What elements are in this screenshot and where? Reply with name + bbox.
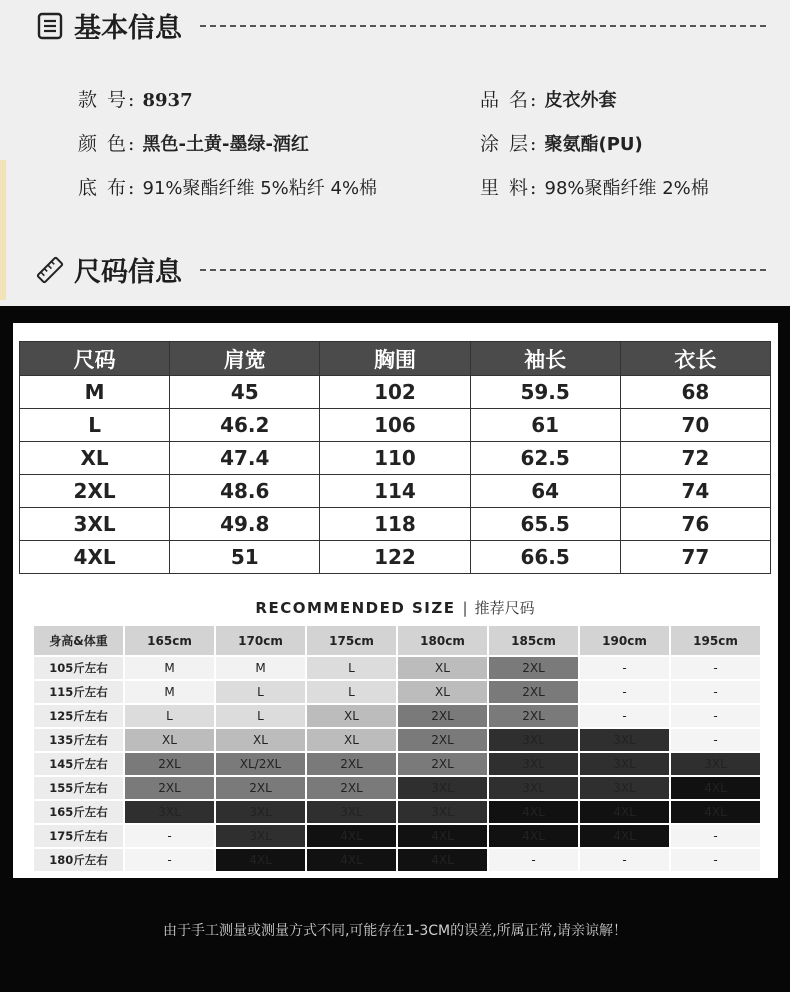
title-separator: | — [462, 599, 468, 617]
recommended-size-cell: XL — [307, 729, 396, 751]
recommended-size-cell: 4XL — [671, 801, 760, 823]
recommended-size-cell: 4XL — [671, 777, 760, 799]
header-divider — [200, 269, 766, 271]
measurement-cell: 48.6 — [170, 475, 320, 508]
height-cell: 175cm — [307, 626, 396, 655]
measurement-cell: 62.5 — [470, 442, 620, 475]
table-row — [20, 409, 771, 442]
recommended-size-cell: M — [216, 657, 305, 679]
recommended-size-cell: 3XL — [307, 801, 396, 823]
header-cell: 衣长 — [620, 342, 770, 376]
recommended-size-cell: 3XL — [398, 777, 487, 799]
info-label: 款 号: — [78, 88, 137, 111]
recommended-size-cell: 3XL — [580, 777, 669, 799]
measurement-cell: 106 — [320, 409, 470, 442]
info-value: 黑色-土黄-墨绿-酒红 — [142, 133, 309, 155]
measurement-cell: 45 — [170, 376, 320, 409]
recommended-size-cell: M — [125, 657, 214, 679]
recommended-size-cell: - — [580, 705, 669, 727]
recommended-size-cell: - — [489, 849, 578, 871]
recommended-size-cell: XL — [398, 657, 487, 679]
recommended-size-cell: - — [671, 657, 760, 679]
size-label-cell: 2XL — [20, 475, 170, 508]
recommended-size-cell: XL — [398, 681, 487, 703]
weight-cell: 175斤左右 — [34, 825, 123, 847]
size-label-cell: 3XL — [20, 508, 170, 541]
measurement-cell: 65.5 — [470, 508, 620, 541]
recommended-size-cell: - — [580, 849, 669, 871]
recommended-size-cell: 2XL — [489, 681, 578, 703]
recommended-size-cell: 3XL — [489, 777, 578, 799]
recommended-size-cell: 4XL — [489, 825, 578, 847]
info-label: 底 布: — [78, 176, 137, 199]
recommended-title-en: RECOMMENDED SIZE — [255, 599, 456, 617]
height-cell: 190cm — [580, 626, 669, 655]
recommended-size-cell: 3XL — [125, 801, 214, 823]
size-table-header — [20, 342, 771, 376]
info-value: 聚氨酯(PU) — [544, 133, 643, 155]
measurement-cell: 49.8 — [170, 508, 320, 541]
height-cell: 170cm — [216, 626, 305, 655]
measurement-cell: 64 — [470, 475, 620, 508]
recommended-size-cell: 4XL — [580, 801, 669, 823]
document-icon — [36, 12, 64, 40]
weight-cell: 145斤左右 — [34, 753, 123, 775]
height-cell: 165cm — [125, 626, 214, 655]
recommended-size-cell: 3XL — [671, 753, 760, 775]
info-label: 品 名: — [480, 88, 539, 111]
table-row — [20, 442, 771, 475]
basic-info-block — [78, 76, 768, 208]
corner-cell: 身高&体重 — [34, 626, 123, 655]
header-cell: 胸围 — [320, 342, 470, 376]
recommended-size-cell: 4XL — [580, 825, 669, 847]
ruler-icon — [36, 256, 64, 284]
recommended-size-cell: 3XL — [580, 729, 669, 751]
recommended-size-cell: 3XL — [216, 825, 305, 847]
recommended-size-cell: 2XL — [125, 753, 214, 775]
side-accent — [0, 160, 6, 300]
size-label-cell: XL — [20, 442, 170, 475]
size-label-cell: M — [20, 376, 170, 409]
recommended-size-cell: 2XL — [398, 729, 487, 751]
measurement-cell: 68 — [620, 376, 770, 409]
recommended-size-cell: 3XL — [489, 729, 578, 751]
recommended-header-row — [34, 626, 760, 655]
weight-cell: 125斤左右 — [34, 705, 123, 727]
recommended-size-cell: 4XL — [398, 825, 487, 847]
size-label-cell: 4XL — [20, 541, 170, 574]
recommended-size-cell: - — [580, 681, 669, 703]
recommended-size-cell: XL — [307, 705, 396, 727]
recommended-size-cell: - — [671, 705, 760, 727]
recommended-size-cell: 2XL — [307, 777, 396, 799]
info-value: 98%聚酯纤维 2%棉 — [544, 177, 709, 199]
measurement-cell: 70 — [620, 409, 770, 442]
header-cell: 肩宽 — [170, 342, 320, 376]
weight-cell: 165斤左右 — [34, 801, 123, 823]
recommended-size-cell: 2XL — [125, 777, 214, 799]
recommended-size-cell: XL — [216, 729, 305, 751]
recommended-size-cell: - — [671, 681, 760, 703]
weight-cell: 180斤左右 — [34, 849, 123, 871]
header-cell: 尺码 — [20, 342, 170, 376]
recommended-size-cell: 2XL — [398, 705, 487, 727]
header-divider — [200, 25, 766, 27]
size-table — [19, 341, 771, 574]
recommended-size-cell: 3XL — [580, 753, 669, 775]
recommended-size-cell: 4XL — [307, 825, 396, 847]
table-row — [34, 753, 760, 775]
info-row — [78, 164, 768, 208]
height-cell: 185cm — [489, 626, 578, 655]
size-info-header — [36, 250, 766, 289]
header-cell: 袖长 — [470, 342, 620, 376]
table-row — [34, 681, 760, 703]
table-row — [34, 825, 760, 847]
recommended-size-cell: 3XL — [489, 753, 578, 775]
recommended-size-cell: - — [671, 849, 760, 871]
info-value: 91%聚酯纤维 5%粘纤 4%棉 — [142, 177, 378, 199]
measurement-cell: 102 — [320, 376, 470, 409]
recommended-size-cell: XL/2XL — [216, 753, 305, 775]
measurement-cell: 59.5 — [470, 376, 620, 409]
recommended-size-cell: - — [580, 657, 669, 679]
table-row — [20, 541, 771, 574]
recommended-size-cell: M — [125, 681, 214, 703]
measurement-cell: 76 — [620, 508, 770, 541]
size-info-title: 尺码信息 — [74, 257, 182, 288]
recommended-size-cell: L — [307, 657, 396, 679]
table-row — [34, 657, 760, 679]
recommended-size-cell: XL — [125, 729, 214, 751]
measurement-cell: 51 — [170, 541, 320, 574]
recommended-size-cell: - — [125, 825, 214, 847]
recommended-size-cell: 2XL — [398, 753, 487, 775]
measurement-cell: 122 — [320, 541, 470, 574]
recommended-size-cell: 2XL — [489, 705, 578, 727]
recommended-title — [0, 597, 790, 618]
table-row — [34, 849, 760, 871]
recommended-size-cell: 4XL — [489, 801, 578, 823]
measurement-cell: 114 — [320, 475, 470, 508]
recommended-size-cell: 2XL — [307, 753, 396, 775]
table-row — [20, 376, 771, 409]
measurement-cell: 118 — [320, 508, 470, 541]
info-row — [78, 76, 768, 120]
table-row — [20, 475, 771, 508]
measurement-cell: 77 — [620, 541, 770, 574]
recommended-table — [32, 624, 762, 873]
basic-info-title: 基本信息 — [74, 13, 182, 44]
recommended-size-cell: - — [671, 729, 760, 751]
measurement-cell: 74 — [620, 475, 770, 508]
measurement-cell: 66.5 — [470, 541, 620, 574]
height-cell: 195cm — [671, 626, 760, 655]
recommended-size-cell: L — [216, 705, 305, 727]
weight-cell: 115斤左右 — [34, 681, 123, 703]
measurement-note: 由于手工测量或测量方式不同,可能存在1-3CM的误差,所属正常,请亲谅解！ — [162, 923, 628, 939]
measurement-cell: 72 — [620, 442, 770, 475]
table-row — [34, 705, 760, 727]
weight-cell: 155斤左右 — [34, 777, 123, 799]
recommended-size-cell: 4XL — [216, 849, 305, 871]
info-label: 颜 色: — [78, 132, 137, 155]
weight-cell: 105斤左右 — [34, 657, 123, 679]
recommended-title-zh: 推荐尺码 — [474, 599, 535, 617]
recommended-size-cell: 3XL — [398, 801, 487, 823]
recommended-size-cell: 2XL — [216, 777, 305, 799]
recommended-size-cell: L — [307, 681, 396, 703]
info-value: 皮衣外套 — [544, 89, 617, 111]
recommended-size-cell: 2XL — [489, 657, 578, 679]
table-row — [34, 777, 760, 799]
measurement-cell: 46.2 — [170, 409, 320, 442]
info-value: 8937 — [142, 89, 193, 111]
recommended-size-cell: - — [125, 849, 214, 871]
table-row — [34, 729, 760, 751]
basic-info-header — [36, 6, 766, 45]
info-row — [78, 120, 768, 164]
recommended-size-cell: 4XL — [398, 849, 487, 871]
recommended-size-cell: L — [125, 705, 214, 727]
info-label: 里 料: — [480, 176, 539, 199]
info-label: 涂 层: — [480, 132, 539, 155]
table-row — [20, 508, 771, 541]
table-row — [34, 801, 760, 823]
weight-cell: 135斤左右 — [34, 729, 123, 751]
size-label-cell: L — [20, 409, 170, 442]
measurement-cell: 47.4 — [170, 442, 320, 475]
recommended-size-cell: L — [216, 681, 305, 703]
recommended-size-cell: 4XL — [307, 849, 396, 871]
height-cell: 180cm — [398, 626, 487, 655]
measurement-cell: 61 — [470, 409, 620, 442]
recommended-size-cell: - — [671, 825, 760, 847]
recommended-size-cell: 3XL — [216, 801, 305, 823]
measurement-cell: 110 — [320, 442, 470, 475]
